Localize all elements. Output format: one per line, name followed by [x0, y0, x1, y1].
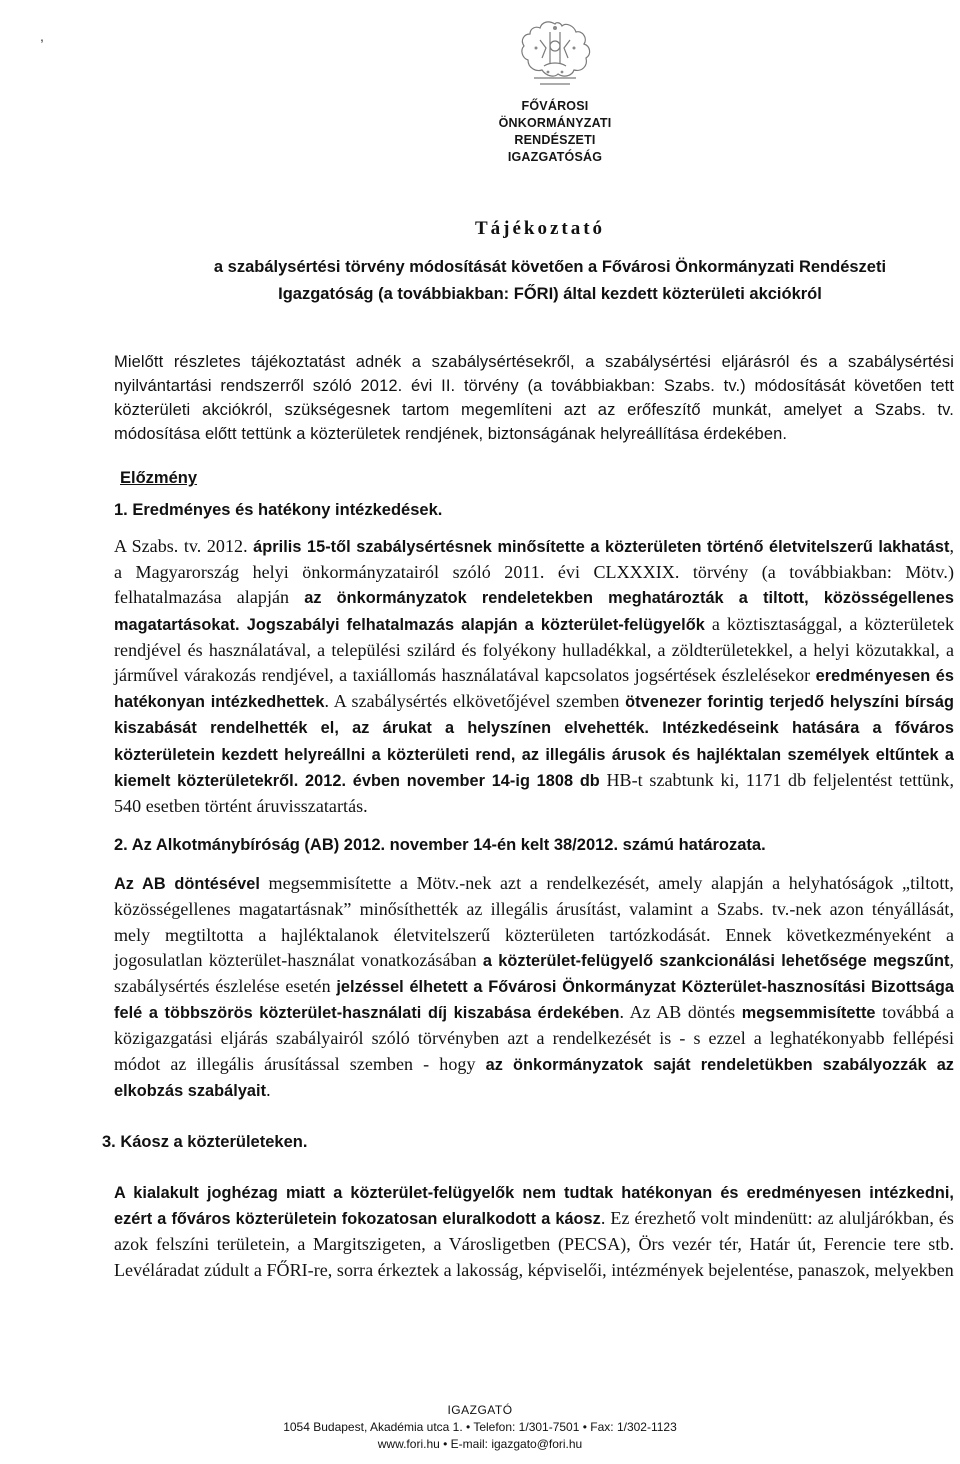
- document-subtitle: [140, 254, 960, 308]
- section-1: [114, 498, 954, 819]
- previous-heading: Előzmény: [120, 469, 198, 487]
- document-body: [102, 350, 955, 1283]
- section-1-heading: 1. Eredményes és hatékony intézkedések.: [114, 501, 443, 519]
- scan-mark: ,: [40, 28, 44, 44]
- subtitle-line-2: Igazgatóság (a továbbiakban: FŐRI) által kezdett közterületi akciókról: [278, 285, 822, 303]
- section-3-heading: 3. Káosz a közterületeken.: [102, 1133, 308, 1152]
- org-line-2: ÖNKORMÁNYZATI: [498, 116, 612, 130]
- org-line-1: FŐVÁROSI: [521, 99, 589, 113]
- footer: [0, 1402, 960, 1453]
- org-line-4: IGAZGATÓSÁG: [507, 150, 603, 164]
- section-2-heading: 2. Az Alkotmánybíróság (AB) 2012. november 14-én kelt 38/2012. számú határozata.: [114, 836, 766, 855]
- section-1-paragraph: A Szabs. tv. 2012. április 15-től szabálysértésnek minősítette a közterületen történő életvitelszerű lakhatást, a Magyarország helyi önkormányzatairól szóló 2011. évi CLXXXIX. törvény (a továbbiakban: Mötv.) felhatalmazása alapján az önkormányzatok rendeletekben meghatározták a tiltott, közösségellenes magatartásokat. Jogszabályi felhatalmazás alapján a közterület-felügyelők a köztisztasággal, a közterületek rendjével és használatával, a települési szilárd és folyékony hulladékkal, a zöldterületekkel, a helyi közutakkal, a járművel várakozás rendjével, a taxiállomás használatával kapcsolatos jogsértések észlelésekor eredményesen és hatékonyan intézkedhettek. A szabálysértés elkövetőjével szemben ötvenezer forintig terjedő helyszíni bírság kiszabását rendelhették el, az árukat a helyszínen elvehették. Intézkedéseink hatására a főváros közterületein kezdett helyreállni a közterületi rend, az illegális árusok és hajléktalan személyek eltűntek a kiemelt közterületekről. 2012. évben november 14-ig 1808 db HB-t szabtunk ki, 1171 db feljelentést tettünk, 540 esetben történt áruvisszatartás.: [114, 536, 955, 817]
- org-line-3: RENDÉSZETI: [514, 133, 596, 147]
- intro-paragraph: Mielőtt részletes tájékoztatást adnék a szabálysértésekről, a szabálysértési eljárásról és a szabálysértési nyilvántartási rendszerről szóló 2012. évi II. törvény (a továbbiakban: Szabs. tv.) módosítását követően tett közterületi akciókról, szükségesnek tartom megemlíteni azt az erőfeszítő munkát, amelyet a Szabs. tv. módosítása előtt tettünk a közterületek rendjének, biztonságának helyreállítása érdekében.: [114, 353, 954, 443]
- document-title: Tájékoztató: [474, 218, 606, 239]
- organization-name: [470, 98, 640, 166]
- coat-of-arms-icon: [500, 18, 610, 94]
- subtitle-line-1: a szabálysértési törvény módosítását követően a Fővárosi Önkormányzati Rendészeti: [213, 258, 887, 276]
- section-3-paragraph: A kialakult joghézag miatt a közterület-felügyelők nem tudtak hatékonyan és eredményesen intézkedni, ezért a főváros közterületein fokozatosan eluralkodott a káosz. Ez érezhető volt mindenütt: az aluljárókban, és azok felszíni területein, a Margitszigeten, a Városligetben (PECSA), Örs vezér tér, Határ út, Ferencie tere stb. Levéláradat zúdult a FŐRI-re, sorra érkeztek a lakosság, képviselői, intézmények bejelentése, panaszok, melyekben: [114, 1184, 954, 1280]
- section-2-paragraph: Az AB döntésével megsemmisítette a Mötv.-nek azt a rendelkezését, amely alapján a helyhatóságok „tiltott, közösségellenes magatartásnak” minősíthették az illegális árusítást, valamint a Szabs. tv.-nek azon tényállását, mely megtiltotta a hajléktalanok életvitelszerű közterületen tartózkodását. Ennek következményeként a jogosulatlan közterület-használat vonatkozásában a közterület-felügyelő szankcionálási lehetősége megszűnt, szabálysértés észlelése esetén jelzéssel élhetett a Fővárosi Önkormányzat Közterület-hasznosítási Bizottsága felé a többszörös közterület-használati díj kiszabása érdekében. Az AB döntés megsemmisítette továbbá a közigazgatási eljárás szabályairól szóló törvényben azt a rendelkezését is - s ezzel a leghatékonyabb fellépési módot az illegális árusítással szemben - hogy az önkormányzatok saját rendeletükben szabályozzák az elkobzás szabályait.: [114, 873, 955, 1100]
- section-3: [102, 1130, 954, 1283]
- footer-label: IGAZGATÓ: [447, 1403, 513, 1417]
- header-logo-block: [470, 18, 640, 166]
- footer-contacts: www.fori.hu • E-mail: igazgato@fori.hu: [377, 1437, 583, 1451]
- footer-address: 1054 Budapest, Akadémia utca 1. • Telefon: 1/301-7501 • Fax: 1/302-1123: [283, 1420, 677, 1434]
- section-2: [114, 833, 954, 1104]
